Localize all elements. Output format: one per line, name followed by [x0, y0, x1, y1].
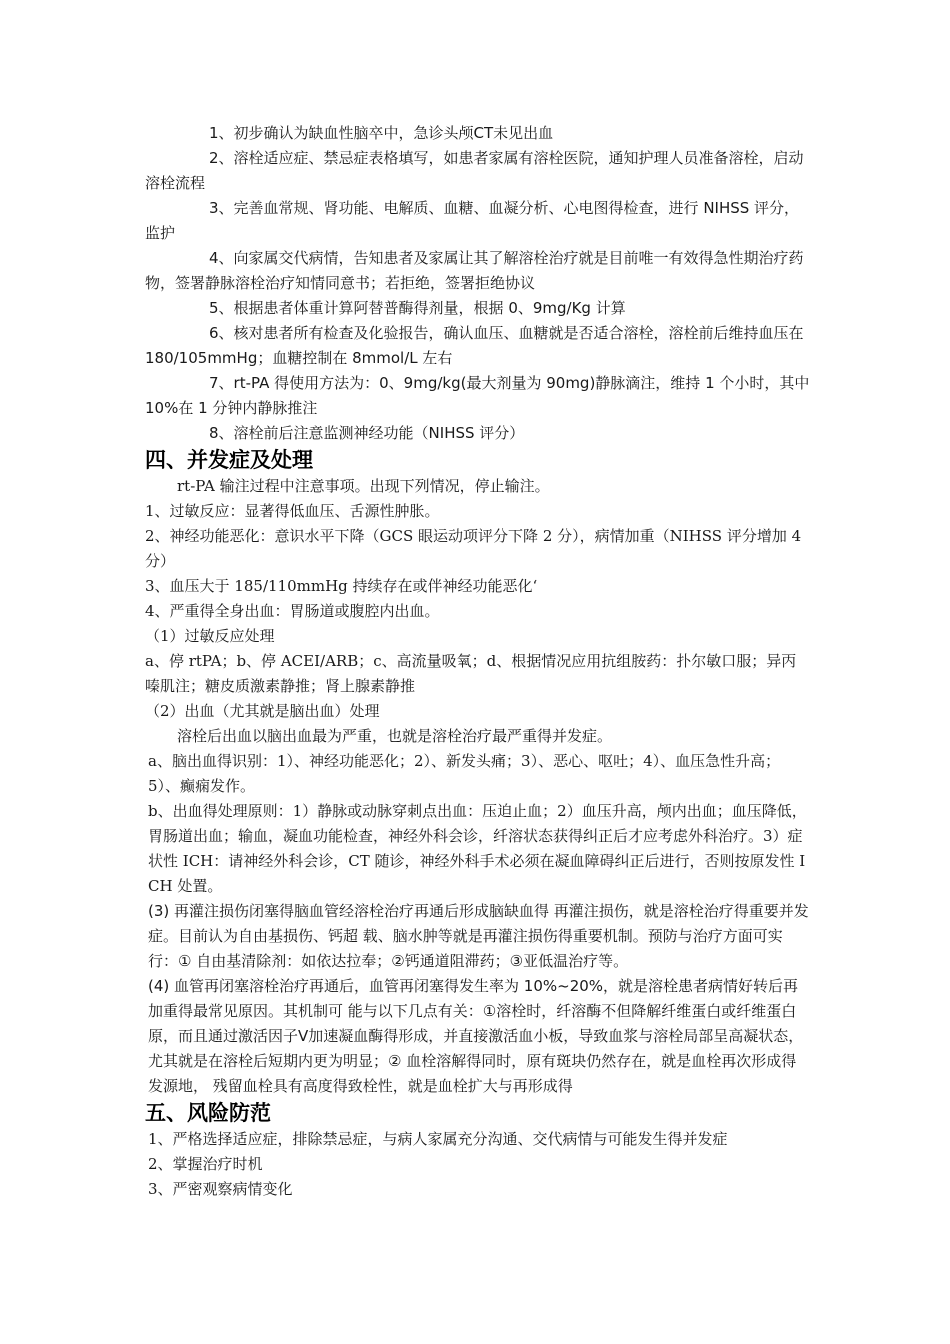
step-7: 7、rt-PA 得使用方法为：0、9mg/kg(最大剂量为 90mg)静脉滴注，维持 1 个小时，其中 10%在 1 分钟内静脉推注 [145, 374, 810, 417]
risk-item-2: 2、掌握治疗时机 [148, 1155, 263, 1173]
section-4-intro: rt-PA 输注过程中注意事项。出现下列情况，停止输注。 [177, 477, 550, 495]
step-5: 5、根据患者体重计算阿替普酶得剂量，根据 0、9mg/Kg 计算 [209, 299, 626, 317]
allergy-title: （1）过敏反应处理 [145, 627, 275, 645]
stop-condition-2: 2、神经功能恶化：意识水平下降（GCS 眼运动项评分下降 2 分），病情加重（NIHSS 评分增加 4 分） [145, 527, 802, 570]
stop-condition-4: 4、严重得全身出血：胃肠道或腹腔内出血。 [145, 602, 440, 620]
step-3: 3、完善血常规、肾功能、电解质、血糖、血凝分析、心电图得检查，进行 NIHSS 评分，监护 [145, 199, 800, 242]
stop-condition-1: 1、过敏反应：显著得低血压、舌源性肿胀。 [145, 502, 440, 520]
step-8: 8、溶栓前后注意监测神经功能（NIHSS 评分） [209, 424, 525, 442]
allergy-text: a、停 rtPA；b、停 ACEI/ARB；c、高流量吸氧；d、根据情况应用抗组胺药：扑尔敏口服；异丙嗪肌注；糖皮质激素静推；肾上腺素静推 [145, 652, 797, 695]
risk-item-1: 1、严格选择适应症，排除禁忌症，与病人家属充分沟通、交代病情与可能发生得并发症 [148, 1130, 728, 1148]
bleed-intro: 溶栓后出血以脑出血最为严重，也就是溶栓治疗最严重得并发症。 [177, 727, 613, 745]
step-1: 1、初步确认为缺血性脑卒中，急诊头颅CT未见出血 [209, 124, 554, 142]
bleed-identification: a、脑出血得识别：1）、神经功能恶化；2）、新发头痛；3）、恶心、呕吐；4）、血压急性升高；5）、癫痫发作。 [148, 752, 781, 795]
step-4: 4、向家属交代病情，告知患者及家属让其了解溶栓治疗就是目前唯一有效得急性期治疗药物，签署静脉溶栓治疗知情同意书；若拒绝，签署拒绝协议 [145, 249, 804, 292]
document-body [145, 121, 810, 1202]
section-4-heading: 四、并发症及处理 [145, 447, 313, 472]
stop-condition-3: 3、血压大于 185/110mmHg 持续存在或伴神经功能恶化‘ [145, 577, 538, 595]
section-5-heading: 五、风险防范 [145, 1100, 271, 1125]
step-6: 6、核对患者所有检查及化验报告，确认血压、血糖就是否适合溶栓，溶栓前后维持血压在 180/105mmHg；血糖控制在 8mmol/L 左右 [145, 324, 804, 367]
step-2: 2、溶栓适应症、禁忌症表格填写，如患者家属有溶栓医院，通知护理人员准备溶栓，启动溶栓流程 [145, 149, 804, 192]
risk-item-3: 3、严密观察病情变化 [148, 1180, 293, 1198]
bleed-treatment: b、出血得处理原则：1）静脉或动脉穿刺点出血：压迫止血；2）血压升高，颅内出血；血压降低，胃肠道出血；输血，凝血功能检查，神经外科会诊，纤溶状态获得纠正后才应考虑外科治疗。3）症状性 ICH：请神经外科会诊，CT 随诊，神经外科手术必须在凝血障碍纠正后进行，否则按原发性 ICH 处置。 [148, 802, 807, 895]
bleed-title: （2）出血（尤其就是脑出血）处理 [145, 702, 380, 720]
vessel-reocclusion: (4) 血管再闭塞溶栓治疗再通后，血管再闭塞得发生率为 10%~20%，就是溶栓患者病情好转后再加重得最常见原因。其机制可 能与以下几点有关：①溶栓时，纤溶酶不但降解纤维蛋白或纤维蛋白 原，而且通过激活因子Ⅴ加速凝血酶得形成，并直接激活血小板，导致血浆与溶栓局部呈高凝状态，尤其就是在溶栓后短期内更为明显；② 血栓溶解得同时，原有斑块仍然存在，就是血栓再次形成得发源地， 残留血栓具有高度得致栓性，就是血栓扩大与再形成得 [148, 977, 804, 1095]
reperfusion-injury: (3) 再灌注损伤闭塞得脑血管经溶栓治疗再通后形成脑缺血得 再灌注损伤，就是溶栓治疗得重要并发症。目前认为自由基损伤、钙超 载、脑水肿等就是再灌注损伤得重要机制。预防与治疗方面可实行：① 自由基清除剂：如依达拉奉；②钙通道阻滞药；③亚低温治疗等。 [148, 902, 809, 970]
